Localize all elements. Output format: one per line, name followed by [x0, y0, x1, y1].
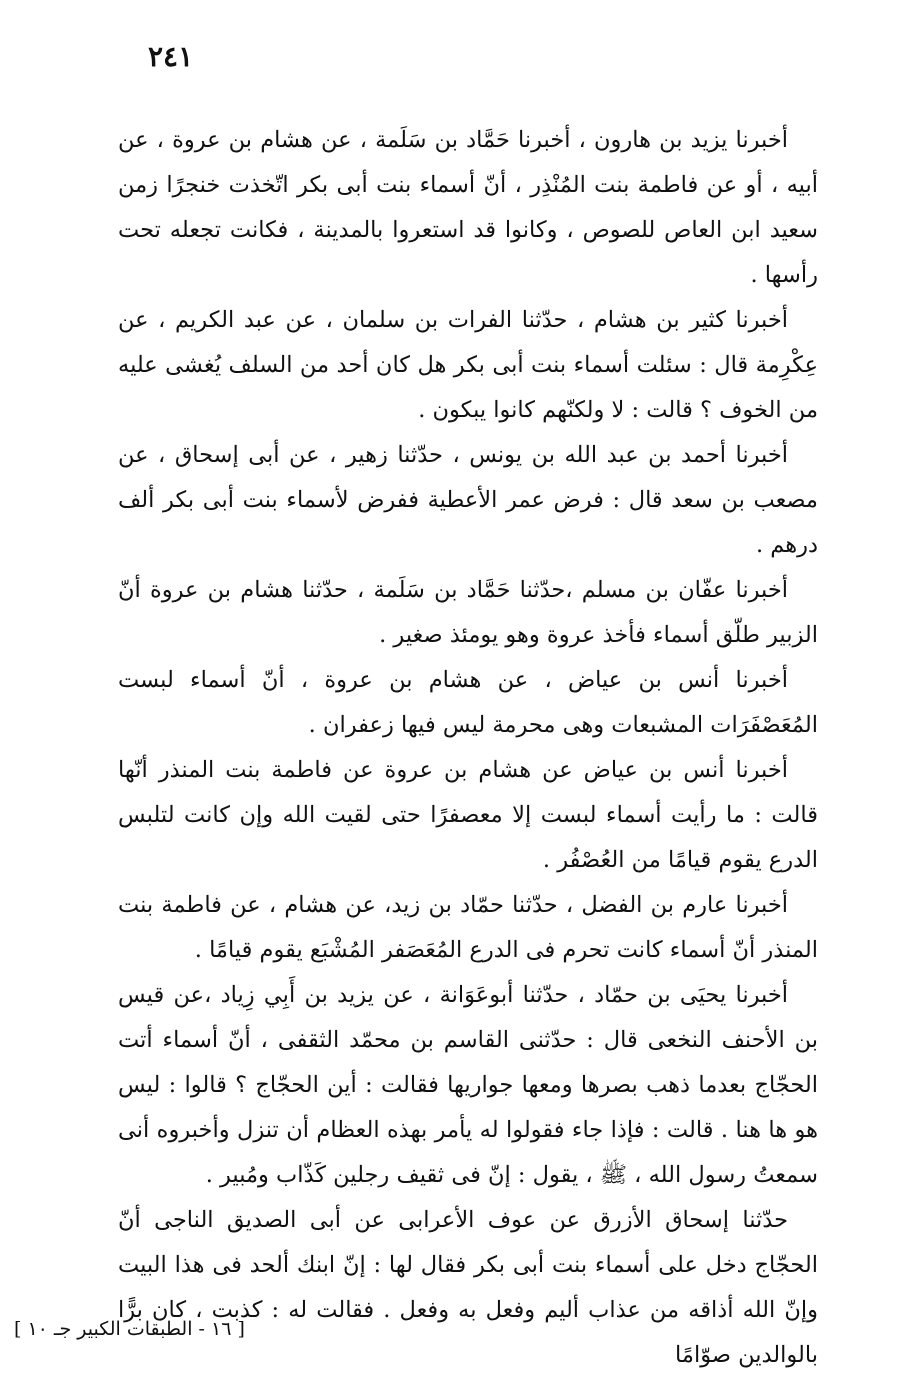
text-body	[118, 118, 818, 1378]
paragraph-8: أخبرنا يحيَى بن حمّاد ، حدّثنا أبوعَوَانة ، عن يزيد بن أَبِي زِياد ،عن قيس بن الأحنف النخعى قال : حدّثنى القاسم بن محمّد الثقفى ، أنّ أسماء أتت الحجّاج بعدما ذهب بصرها ومعها جواريها فقالت : أين الحجّاج ؟ قالوا : ليس هو ها هنا . قالت : فإذا جاء فقولوا له يأمر بهذه العظام أن تنزل وأخبروه أنى سمعتُ رسول الله ، ﷺ ، يقول : إنّ فى ثقيف رجلين كَذّاب ومُبير .	[118, 982, 818, 1188]
paragraph-7: أخبرنا عارم بن الفضل ، حدّثنا حمّاد بن زيد، عن هشام ، عن فاطمة بنت المنذر أنّ أسماء كانت تحرم فى الدرع المُعَصَفر المُشْبَع يقوم قيامًا .	[118, 892, 818, 963]
paragraph-6: أخبرنا أنس بن عياض عن هشام بن عروة عن فاطمة بنت المنذر أنّها قالت : ما رأيت أسماء لبست إلا معصفرًا حتى لقيت الله وإن كانت لتلبس الدرع يقوم قيامًا من العُصْفُر .	[118, 757, 818, 873]
paragraph-5: أخبرنا أنس بن عياض ، عن هشام بن عروة ، أنّ أسماء لبست المُعَصْفَرَات المشبعات وهى محرمة ليس فيها زعفران .	[118, 667, 818, 738]
page-footer: [ ١٦ - الطبقات الكبير جـ ١٠ ]	[14, 1318, 245, 1340]
paragraph-2: أخبرنا كثير بن هشام ، حدّثنا الفرات بن سلمان ، عن عبد الكريم ، عن عِكْرِمة قال : سئلت أسماء بنت أبى بكر هل كان أحد من السلف يُغشى عليه من الخوف ؟ قالت : لا ولكنّهم كانوا يبكون .	[118, 307, 818, 423]
paragraph-4: أخبرنا عفّان بن مسلم ،حدّثنا حَمَّاد بن سَلَمة ، حدّثنا هشام بن عروة أنّ الزبير طلّق أسماء فأخذ عروة وهو يومئذ صغير .	[118, 577, 818, 648]
paragraph-9: حدّثنا إسحاق الأزرق عن عوف الأعرابى عن أبى الصديق الناجى أنّ الحجّاج دخل على أسماء بنت أبى بكر فقال لها : إنّ ابنك ألحد فى هذا البيت وإنّ الله أذاقه من عذاب أليم وفعل به وفعل . فقالت له : كذبت ، كان برًّا بالوالدين صوّامًا	[118, 1207, 818, 1368]
paragraph-3: أخبرنا أحمد بن عبد الله بن يونس ، حدّثنا زهير ، عن أبى إسحاق ، عن مصعب بن سعد قال : فرض عمر الأعطية ففرض لأسماء بنت أبى بكر ألف درهم .	[118, 442, 818, 558]
page-number: ٢٤١	[148, 40, 194, 73]
paragraph-1: أخبرنا يزيد بن هارون ، أخبرنا حَمَّاد بن سَلَمة ، عن هشام بن عروة ، عن أبيه ، أو عن فاطمة بنت المُنْذِر ، أنّ أسماء بنت أبى بكر اتّخذت خنجرًا زمن سعيد ابن العاص للصوص ، وكانوا قد استعروا بالمدينة ، فكانت تجعله تحت رأسها .	[118, 127, 818, 288]
